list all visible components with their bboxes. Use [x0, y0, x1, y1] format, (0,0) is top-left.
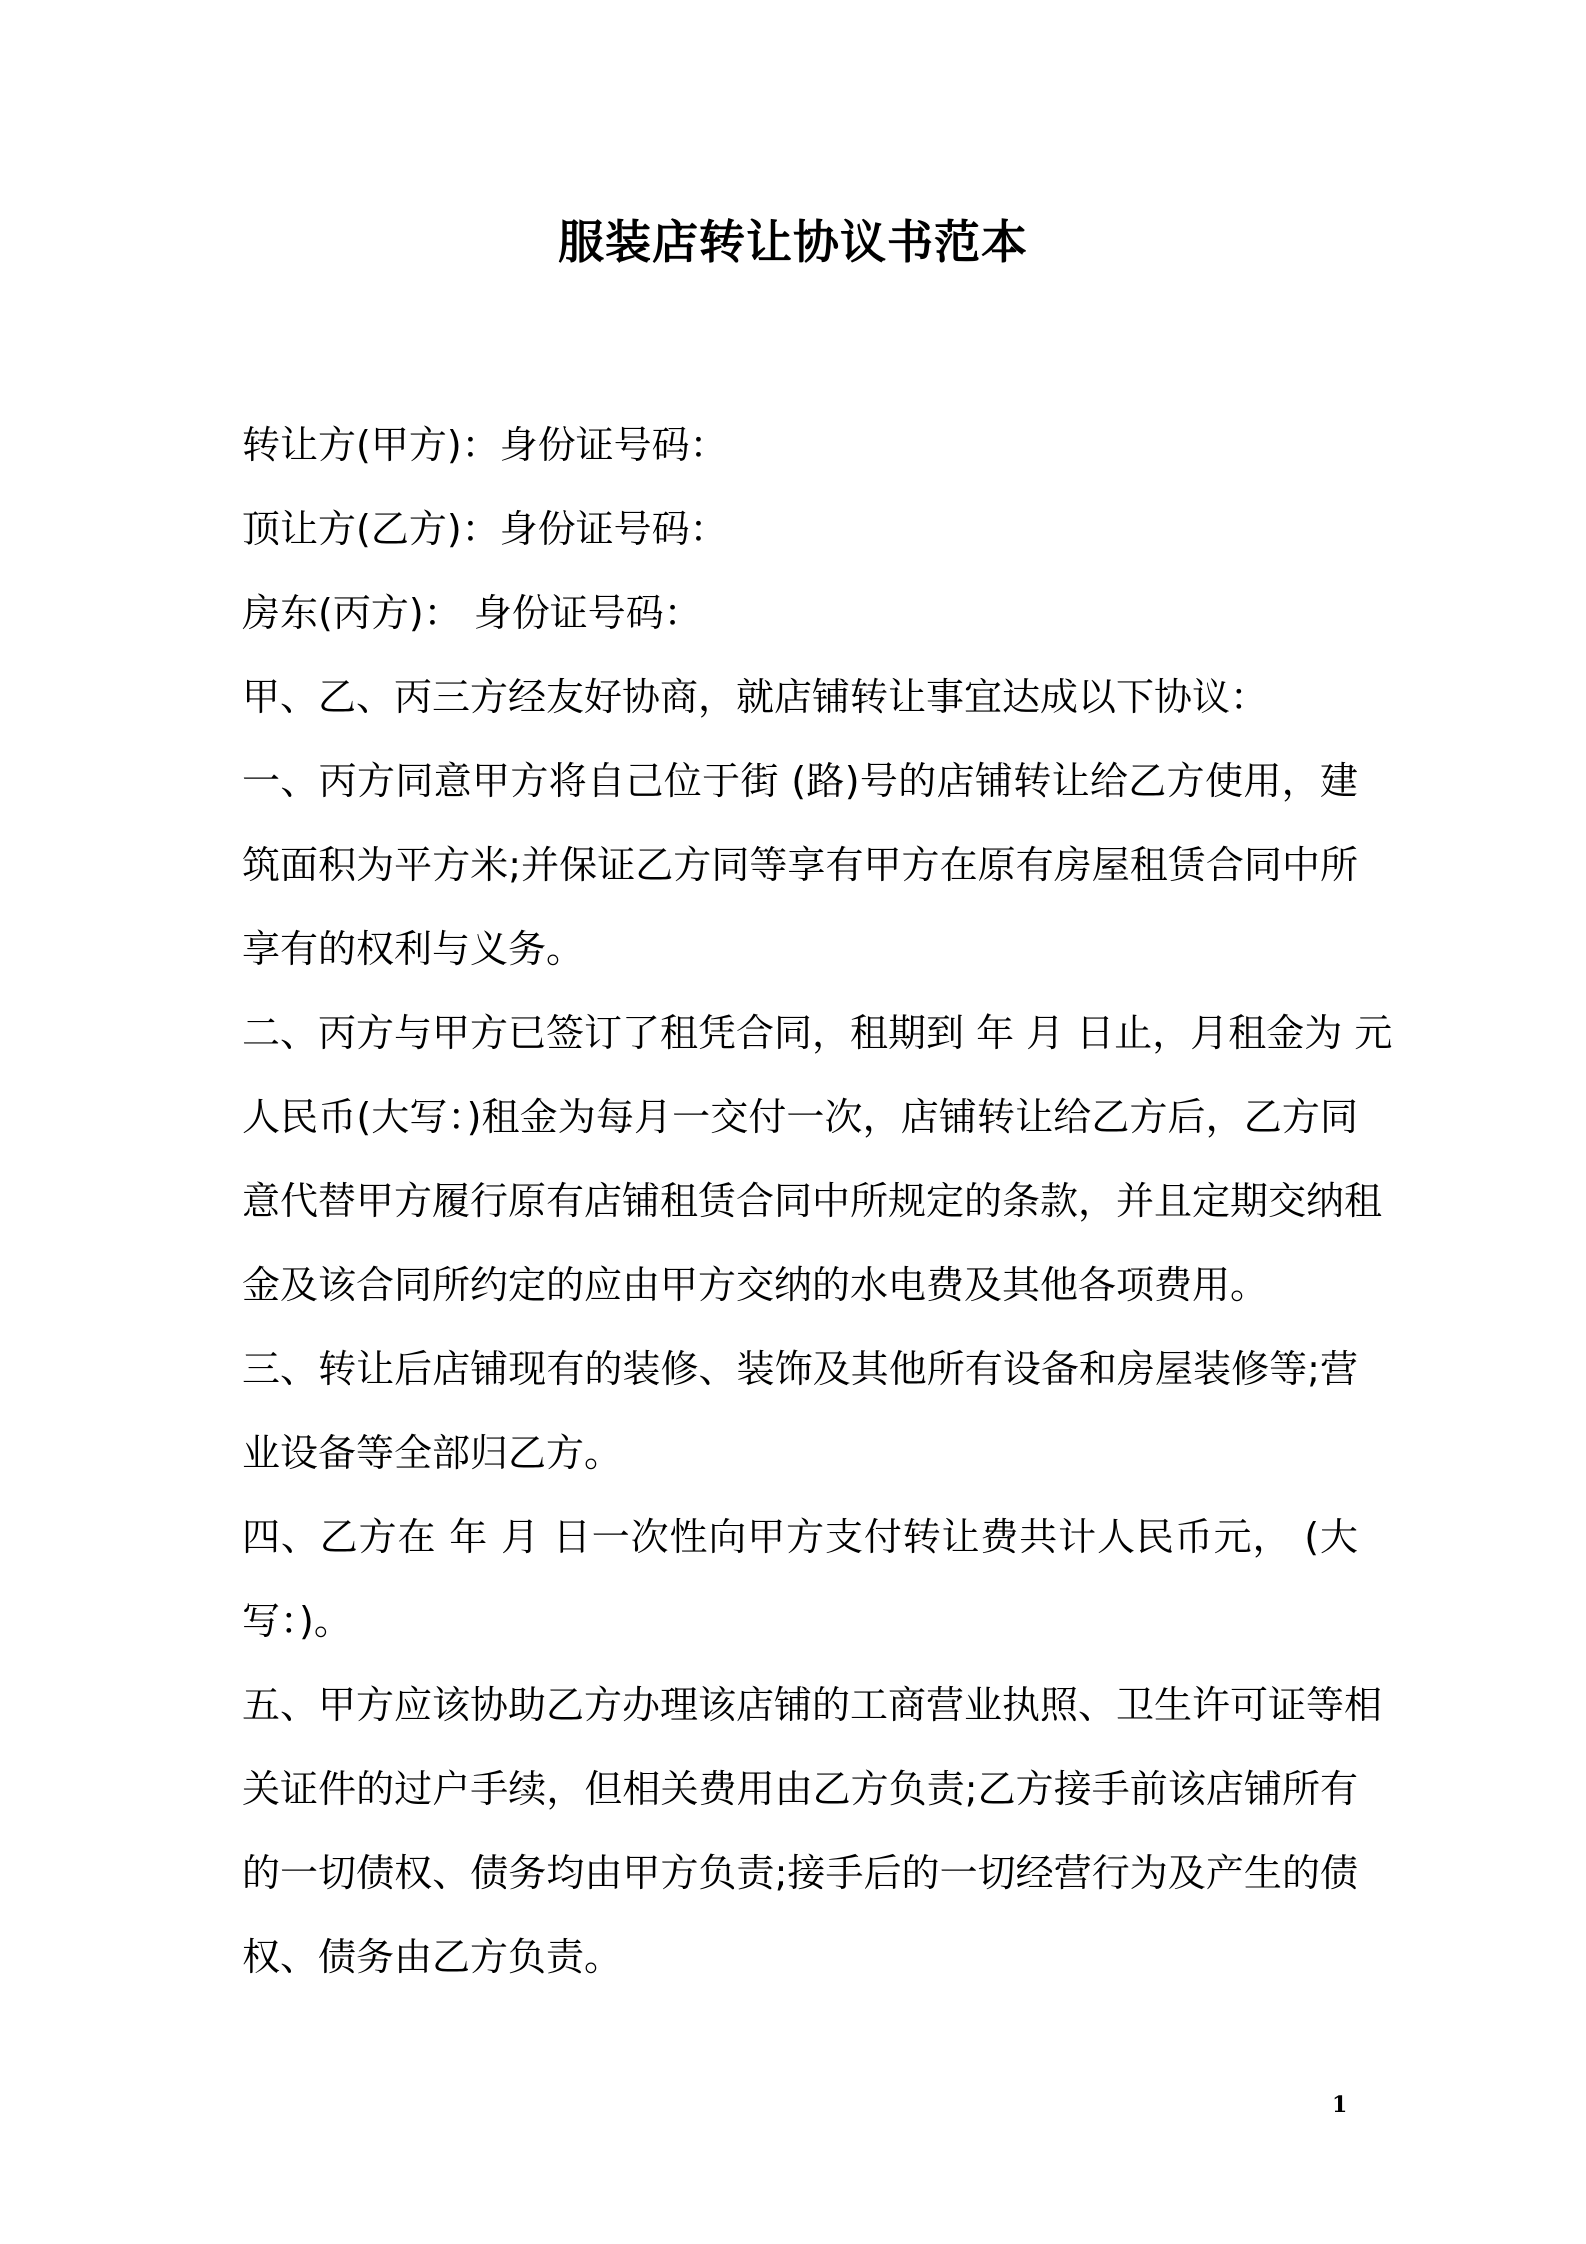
agreement-intro-line: 甲、乙、丙三方经友好协商，就店铺转让事宜达成以下协议： [242, 675, 1269, 719]
party-b-line: 顶让方(乙方)：身份证号码： [242, 507, 728, 551]
clause-3-line-1: 三、转让后店铺现有的装修、装饰及其他所有设备和房屋装修等;营 [242, 1347, 1358, 1391]
clause-2-line-3: 意代替甲方履行原有店铺租赁合同中所规定的条款，并且定期交纳租 [242, 1179, 1383, 1223]
party-c-line: 房东(丙方)： 身份证号码： [242, 591, 702, 635]
clause-5-line-1: 五、甲方应该协助乙方办理该店铺的工商营业执照、卫生许可证等相 [242, 1683, 1383, 1727]
document-body [242, 403, 1393, 1999]
clause-2-line-1: 二、丙方与甲方已签订了租凭合同，租期到 年 月 日止，月租金为 元 [242, 1011, 1393, 1055]
clause-2-line-2: 人民币(大写：)租金为每月一交付一次，店铺转让给乙方后，乙方同 [242, 1095, 1358, 1139]
clause-4-line-1: 四、乙方在 年 月 日一次性向甲方支付转让费共计人民币元， (大 [242, 1515, 1358, 1559]
clause-1-line-2: 筑面积为平方米;并保证乙方同等享有甲方在原有房屋租赁合同中所 [242, 843, 1358, 887]
clause-2-line-4: 金及该合同所约定的应由甲方交纳的水电费及其他各项费用。 [242, 1263, 1269, 1307]
clause-5-line-2: 关证件的过户手续，但相关费用由乙方负责;乙方接手前该店铺所有 [242, 1767, 1358, 1811]
clause-1-line-3: 享有的权利与义务。 [242, 927, 585, 971]
party-a-line: 转让方(甲方)：身份证号码： [242, 423, 728, 467]
clause-1-line-1: 一、丙方同意甲方将自己位于街 (路)号的店铺转让给乙方使用，建 [242, 759, 1358, 803]
clause-5-line-4: 权、债务由乙方负责。 [242, 1935, 623, 1979]
clause-5-line-3: 的一切债权、债务均由甲方负责;接手后的一切经营行为及产生的债 [242, 1851, 1358, 1895]
clause-4-line-2: 写：)。 [242, 1599, 352, 1643]
document-title: 服装店转让协议书范本 [558, 215, 1028, 269]
page-number: 1 [1332, 2092, 1348, 2118]
clause-3-line-2: 业设备等全部归乙方。 [242, 1431, 623, 1475]
